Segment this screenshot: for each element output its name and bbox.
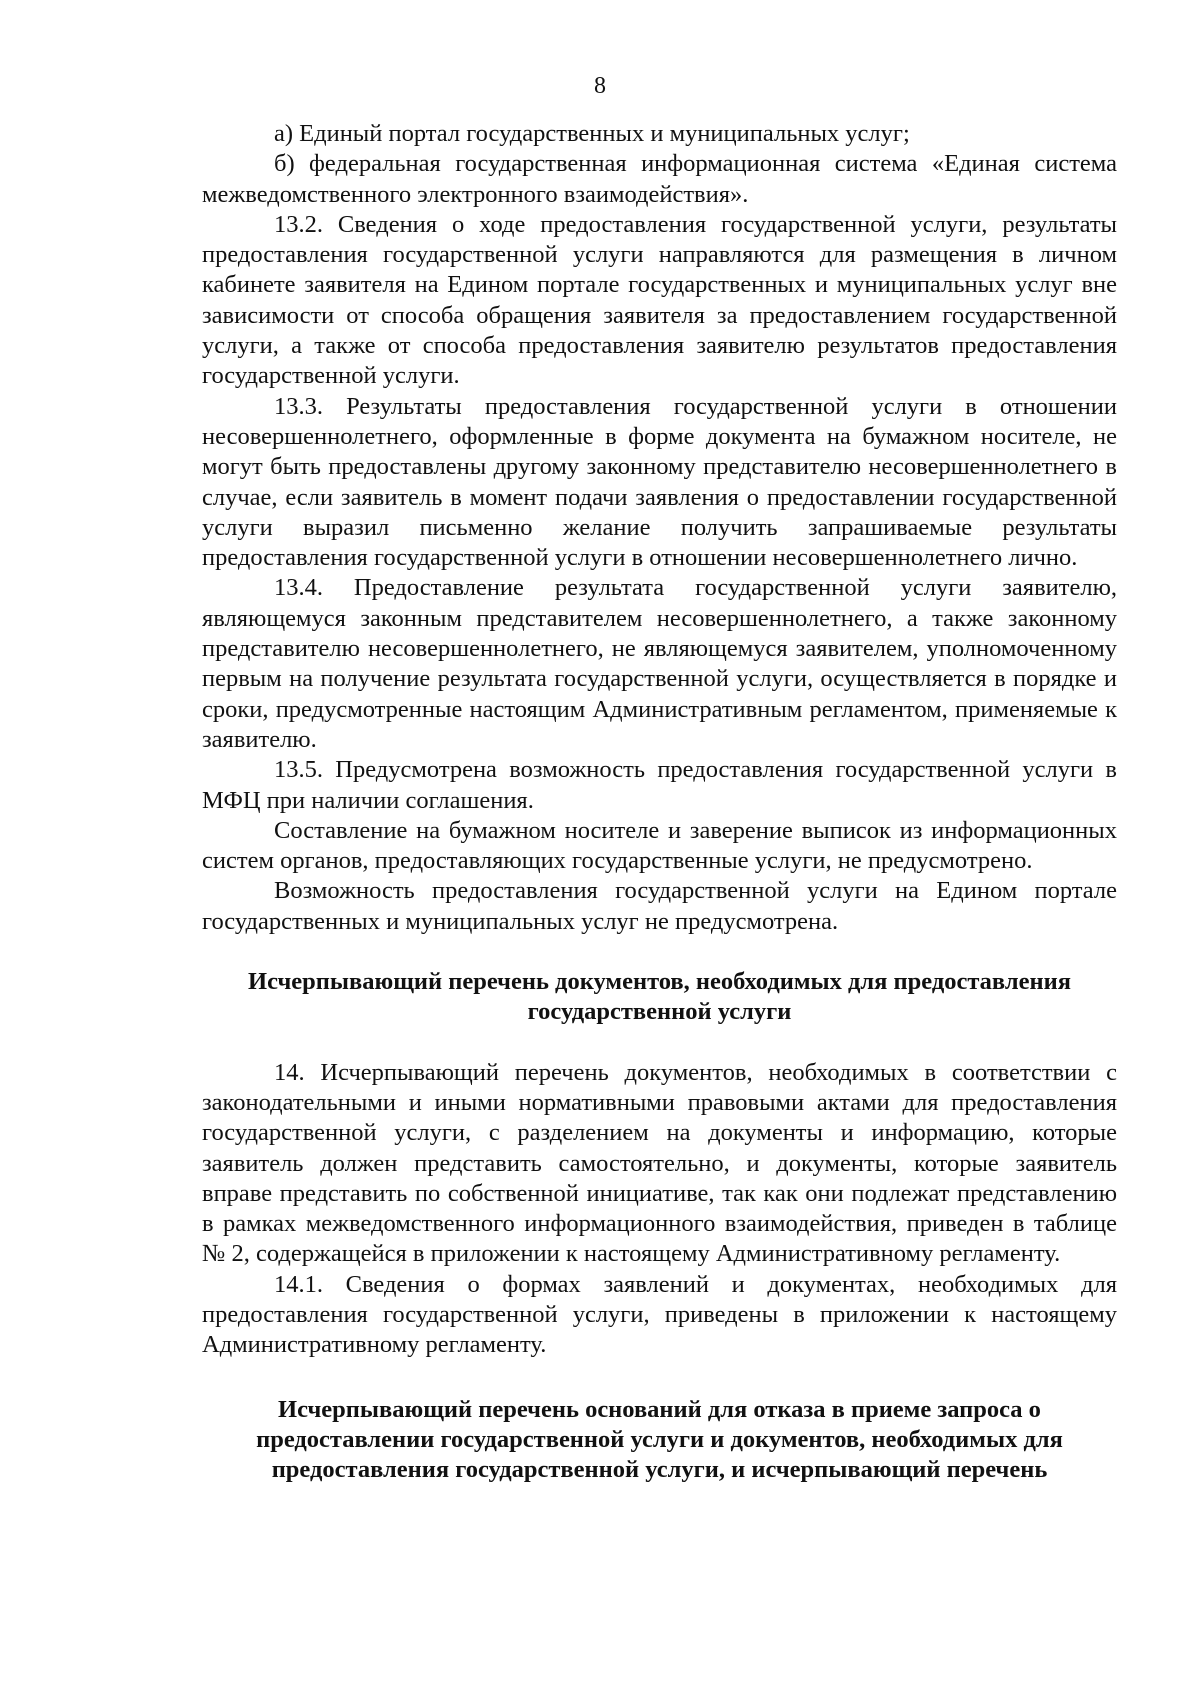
paragraph-14-1: 14.1. Сведения о формах заявлений и документах, необходимых для предоставления государственной услуги, приведены в приложении к настоящему Административному регламенту. [202,1270,1117,1359]
section-heading-refusal: Исчерпывающий перечень оснований для отказа в приеме запроса о предоставлении государственной услуги и документов, необходимых для предоставления государственной услуги, и исчерпывающий перечень [256,1395,1063,1484]
paragraph-13-3: 13.3. Результаты предоставления государственной услуги в отношении несовершеннолетнего, оформленные в форме документа на бумажном носителе, не могут быть предоставлены другому законному представителю несовершеннолетнего в случае, если заявитель в момент подачи заявления о предоставлении государственной услуги выразил письменно желание получить запрашиваемые результаты предоставления государственной услуги в отношении несовершеннолетнего лично. [202,392,1117,572]
document-body [202,119,1117,1485]
paragraph-13-5: 13.5. Предусмотрена возможность предоставления государственной услуги в МФЦ при наличии соглашения. [202,756,1117,814]
page-number: 8 [594,73,606,99]
paragraph-extracts: Составление на бумажном носителе и заверение выписок из информационных систем органов, предоставляющих государственные услуги, не предусмотрено. [202,816,1117,875]
paragraph-14: 14. Исчерпывающий перечень документов, необходимых в соответствии с законодательными и иными нормативными правовыми актами для предоставления государственной услуги, с разделением на документы и информацию, которые заявитель должен представить самостоятельно, и документы, которые заявитель вправе представить по собственной инициативе, так как они подлежат представлению в рамках межведомственного информационного взаимодействия, приведен в таблице № 2, содержащейся в приложении к настоящему Административному регламенту. [202,1058,1117,1268]
paragraph-a: а) Единый портал государственных и муниципальных услуг; [274,120,910,147]
paragraph-b: б) федеральная государственная информационная система «Единая система межведомственного электронного взаимодействия». [202,150,1117,208]
paragraph-13-2: 13.2. Сведения о ходе предоставления государственной услуги, результаты предоставления государственной услуги направляются для размещения в личном кабинете заявителя на Едином портале государственных и муниципальных услуг вне зависимости от способа обращения заявителя за предоставлением государственной услуги, а также от способа предоставления заявителю результатов предоставления государственной услуги. [202,210,1117,390]
paragraph-portal: Возможность предоставления государственной услуги на Едином портале государственных и муниципальных услуг не предусмотрена. [202,877,1117,935]
section-heading-documents: Исчерпывающий перечень документов, необходимых для предоставления государственной услуги [248,968,1071,1026]
paragraph-13-4: 13.4. Предоставление результата государственной услуги заявителю, являющемуся законным представителем несовершеннолетнего, а также законному представителю несовершеннолетнего, не являющемуся заявителем, уполномоченному первым на получение результата государственной услуги, осуществляется в порядке и сроки, предусмотренные настоящим Административным регламентом, применяемые к заявителю. [202,574,1117,753]
